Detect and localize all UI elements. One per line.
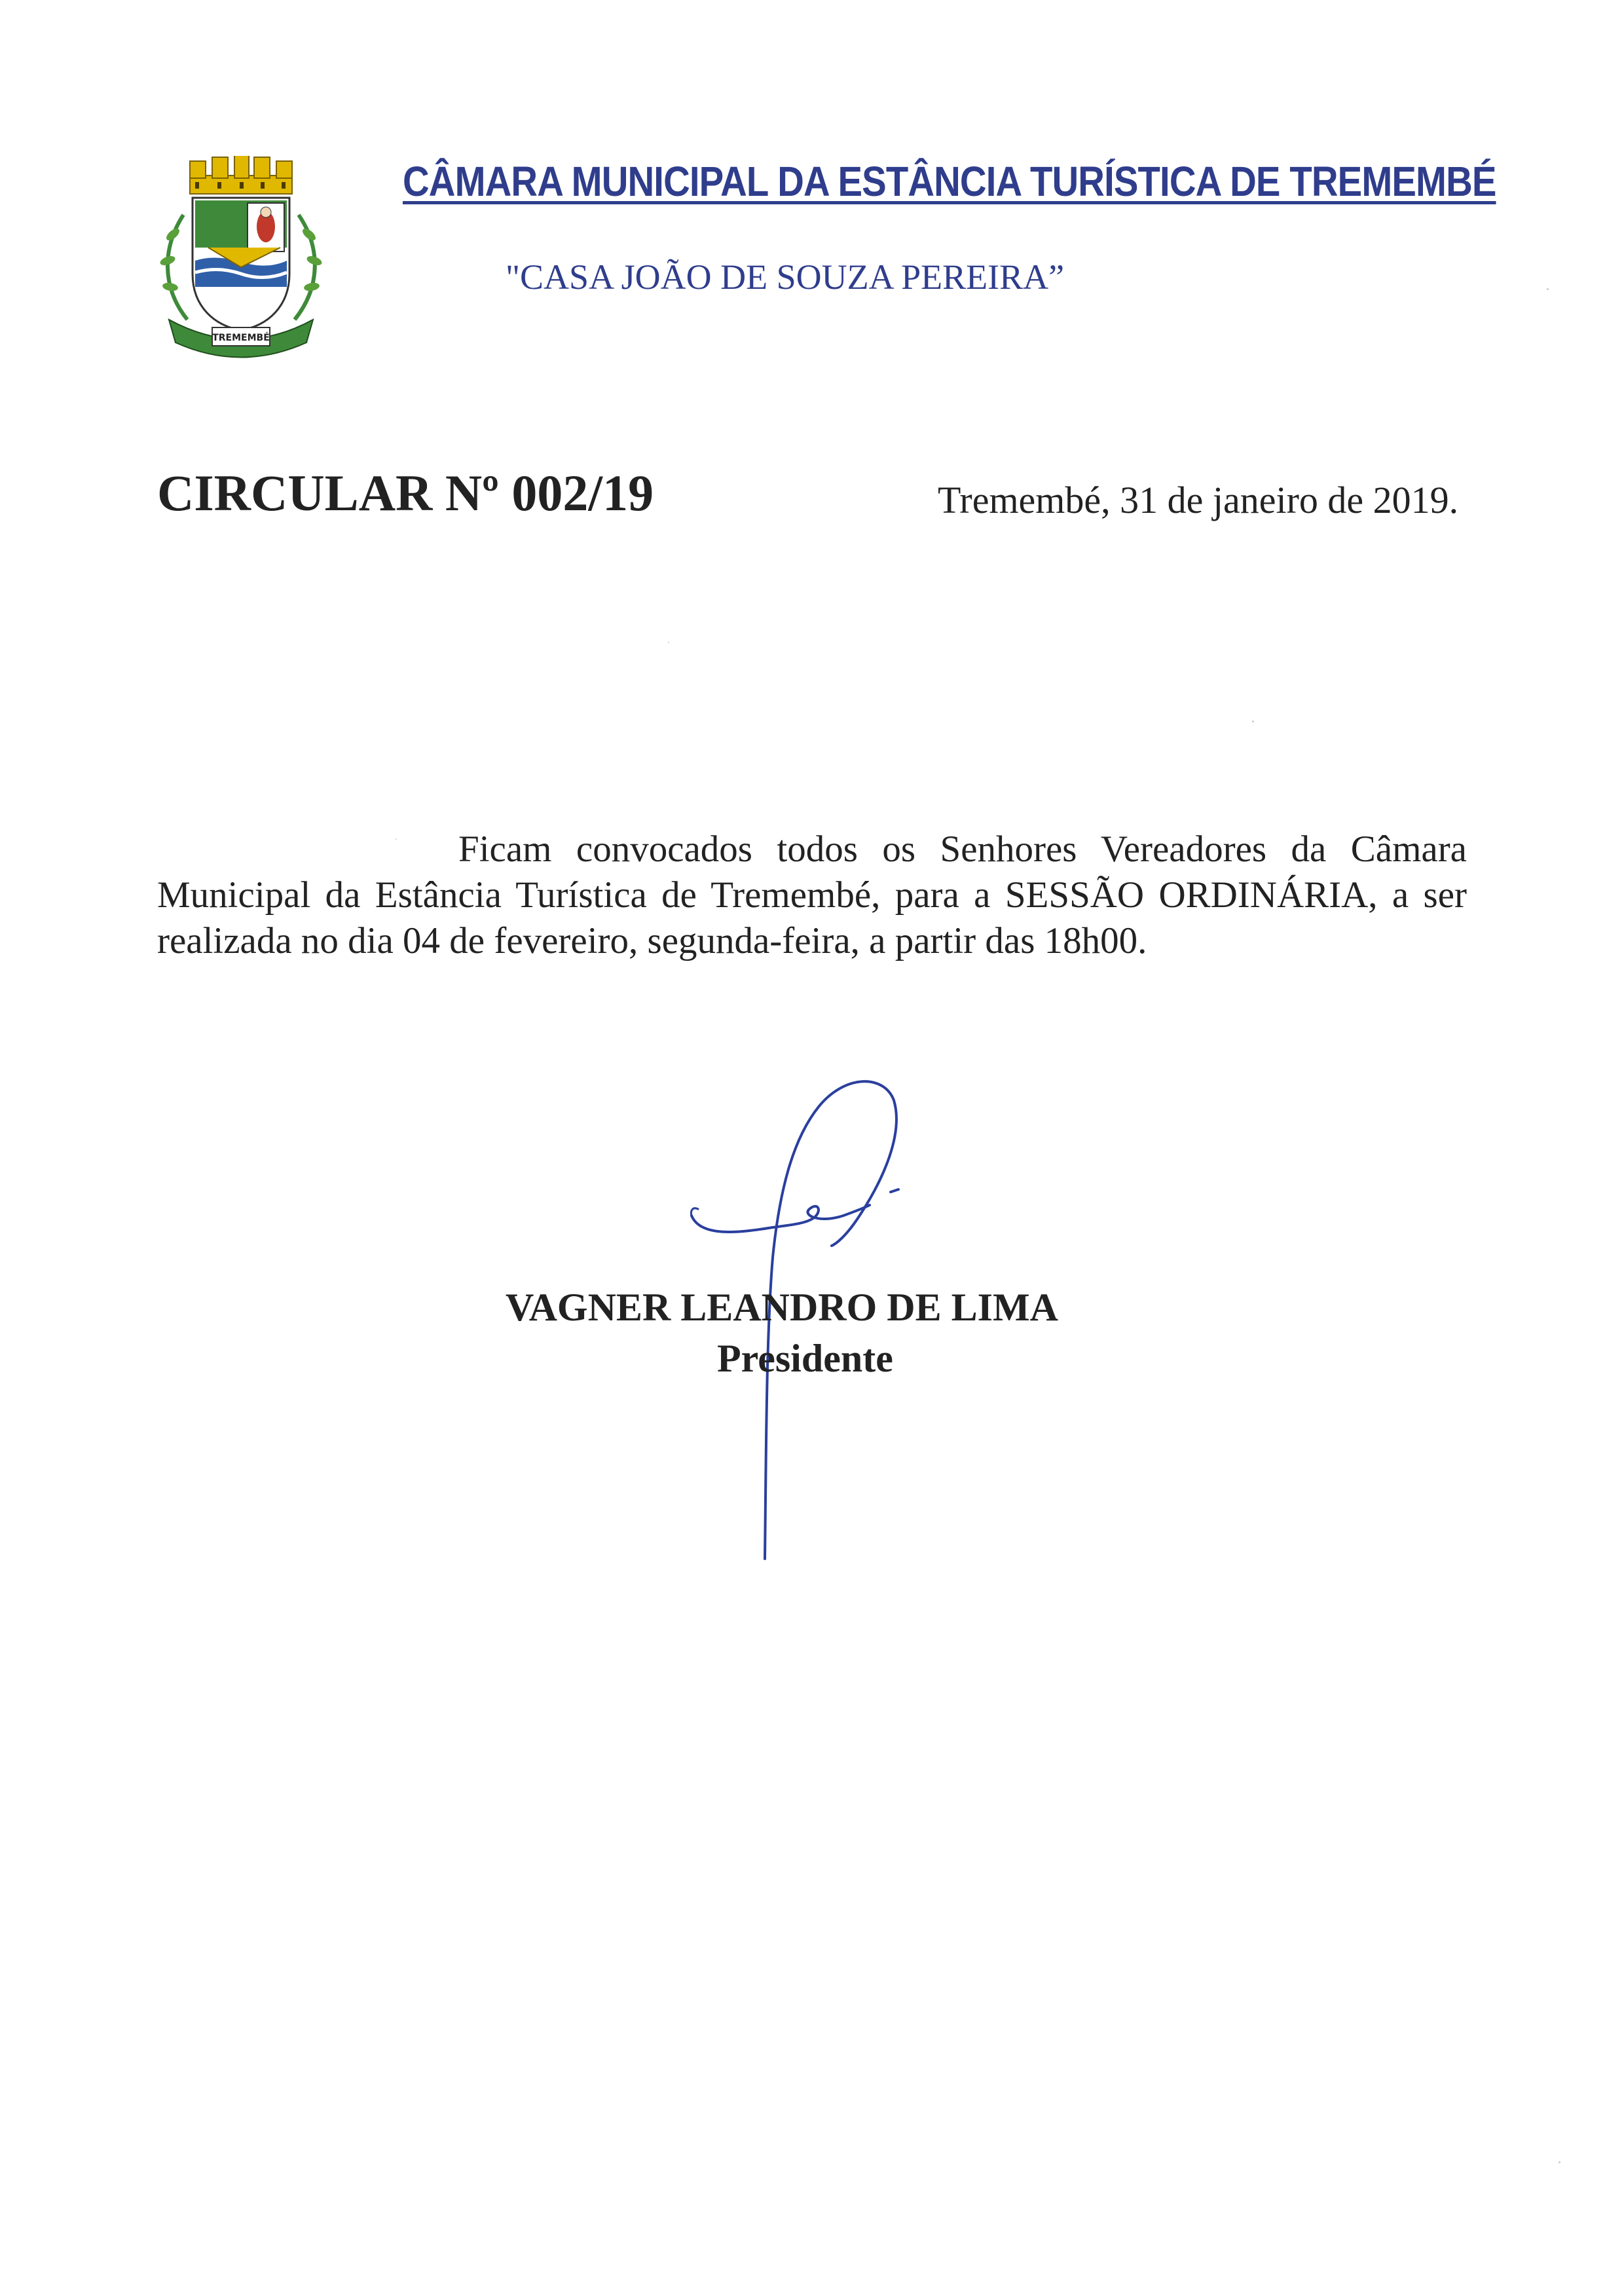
signer-role: Presidente (717, 1337, 893, 1380)
scan-speck (1559, 2161, 1560, 2163)
coat-of-arms-icon (149, 156, 333, 365)
circular-number: CIRCULAR Nº 002/19 (157, 464, 654, 521)
signer-name: VAGNER LEANDRO DE LIMA (506, 1286, 1058, 1329)
convocation-body: Ficam convocados todos os Senhores Vereadores da Câmara Municipal da Estância Turística de Tremembé, para a SESSÃO ORDINÁRIA, a ser realizada no dia 04 de fevereiro, segunda-feira, a partir das 18h00. (157, 829, 1467, 961)
place-date: Tremembé, 31 de janeiro de 2019. (938, 479, 1459, 521)
house-name: "CASA JOÃO DE SOUZA PEREIRA” (506, 257, 1065, 297)
institution-title: CÂMARA MUNICIPAL DA ESTÂNCIA TURÍSTICA DE TREMEMBÉ (403, 158, 1496, 205)
scan-speck (668, 642, 669, 643)
scan-speck (1547, 288, 1549, 290)
banner-text: TREMEMBÉ (212, 333, 270, 343)
scan-speck (1252, 720, 1254, 722)
